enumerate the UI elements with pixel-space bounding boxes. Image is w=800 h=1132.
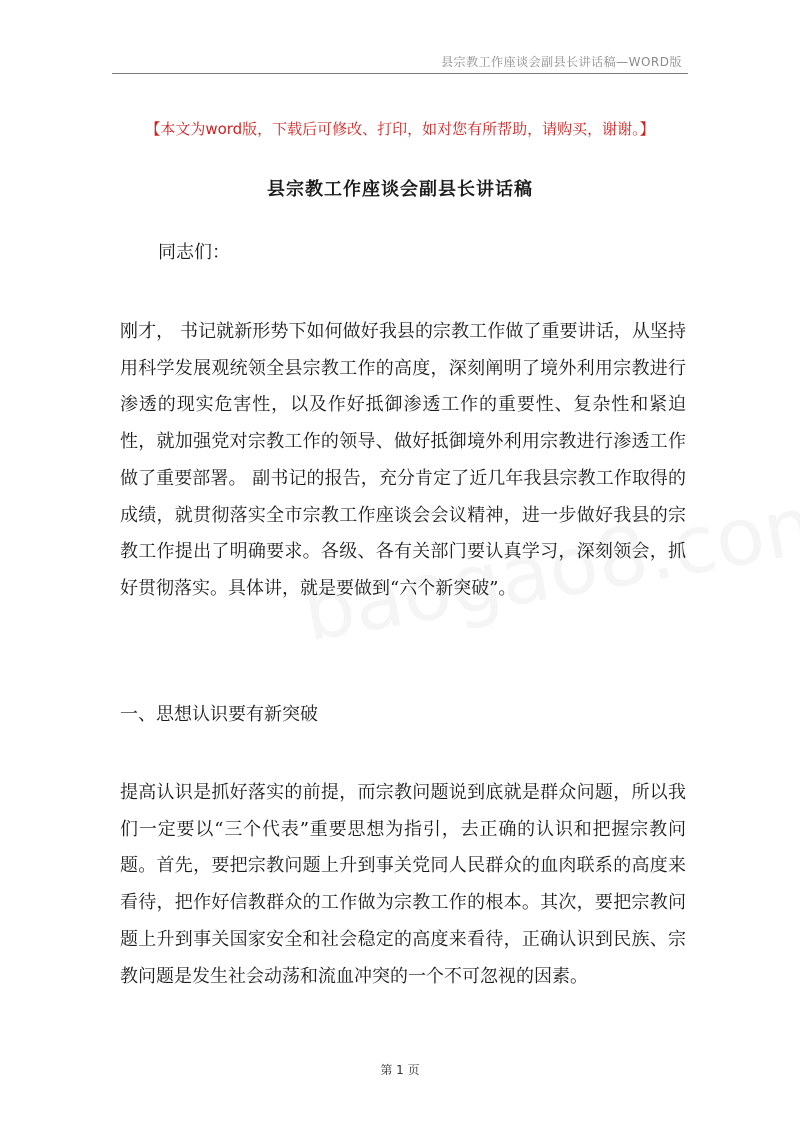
page-number: 第 1 页 — [380, 1063, 420, 1077]
header-divider — [112, 73, 688, 74]
section-heading-1: 一、思想认识要有新突破 — [120, 704, 318, 725]
running-header: 县宗教工作座谈会副县长讲话稿—WORD版 — [441, 55, 682, 69]
paragraph-2: 提高认识是抓好落实的前提，而宗教问题说到底就是群众问题，所以我们一定要以“三个代表”重要思想为指引，去正确的认识和把握宗教问题。首先，要把宗教问题上升到事关党同人民群众的血肉联系的高度来看待，把作好信教群众的工作做为宗教工作的根本。其次，要把宗教问题上升到事关国家安全和社会稳定的高度来看待，正确认识到民族、宗教问题是发生社会动荡和流血冲突的一个不可忽视的因素。 — [120, 782, 686, 987]
download-notice: 【本文为word版，下载后可修改、打印，如对您有所帮助，请购买，谢谢。】 — [145, 120, 655, 138]
document-title: 县宗教工作座谈会副县长讲话稿 — [267, 179, 533, 200]
paragraph-1: 刚才， 书记就新形势下如何做好我县的宗教工作做了重要讲话，从坚持用科学发展观统领全县宗教工作的高度，深刻阐明了境外利用宗教进行渗透的现实危害性，以及作好抵御渗透工作的重要性、复杂性和紧迫性，就加强党对宗教工作的领导、做好抵御境外利用宗教进行渗透工作做了重要部署。 副书记的报告，充分肯定了近几年我县宗教工作取得的成绩，就贯彻落实全市宗教工作座谈会会议精神，进一步做好我县的宗教工作提出了明确要求。各级、各有关部门要认真学习，深刻领会，抓好贯彻落实。具体讲，就是要做到“六个新突破”。 — [120, 321, 686, 599]
greeting: 同志们： — [158, 242, 230, 263]
